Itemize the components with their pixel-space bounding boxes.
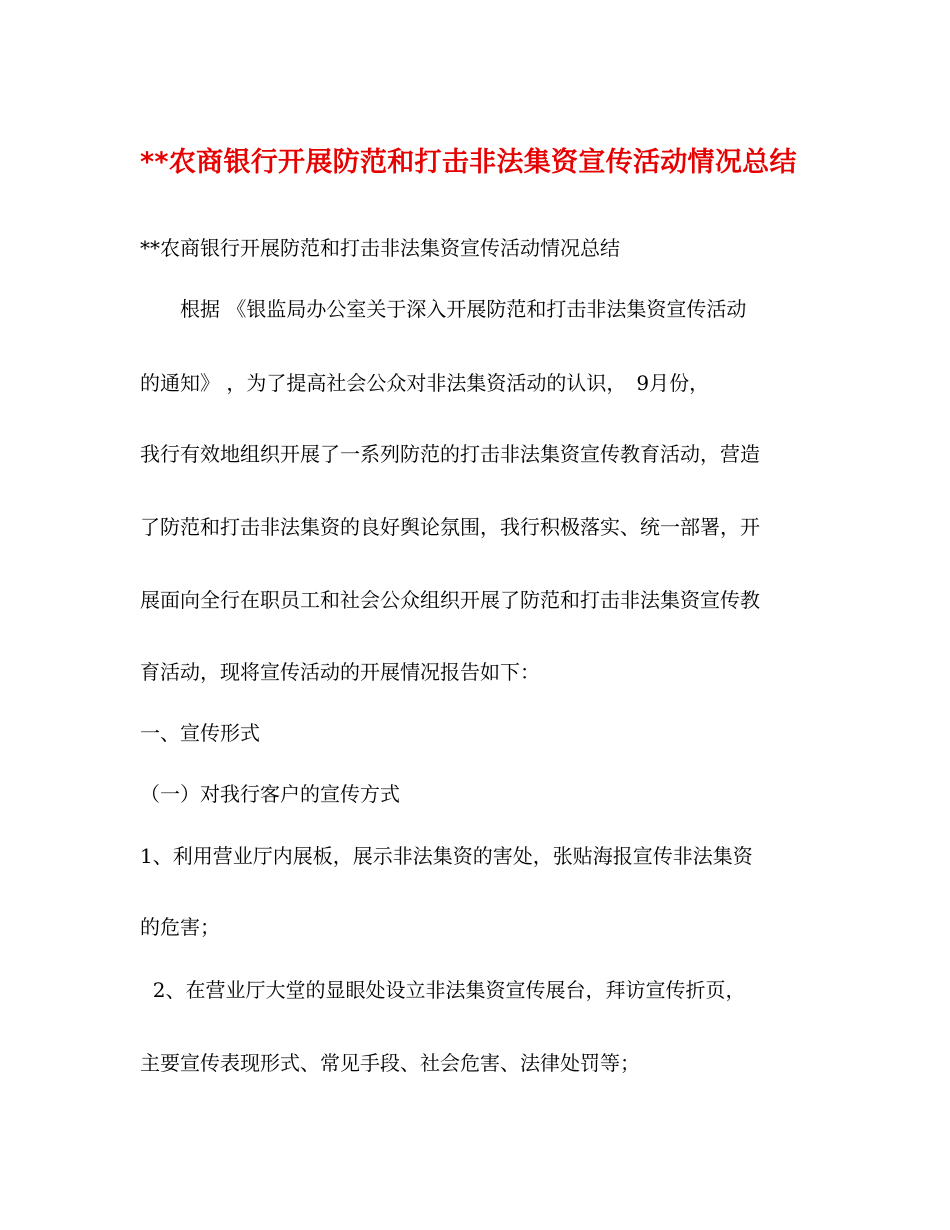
paragraph-line: 育活动，现将宣传活动的开展情况报告如下： (140, 660, 540, 684)
subtitle-line: **农商银行开展防范和打击非法集资宣传活动情况总结 (140, 236, 620, 260)
paragraph-line: 根据 《银监局办公室关于深入开展防范和打击非法集资宣传活动 (140, 297, 747, 321)
paragraph-line: 展面向全行在职员工和社会公众组织开展了防范和打击非法集资宣传教 (140, 588, 760, 612)
list-item: 2、在营业厅大堂的显眼处设立非法集资宣传展台，拜访宣传折页， (140, 978, 746, 1002)
list-item: 1、利用营业厅内展板，展示非法集资的害处，张贴海报宣传非法集资 (140, 844, 753, 868)
list-item-continuation: 主要宣传表现形式、常见手段、社会危害、法律处罚等； (140, 1051, 640, 1075)
list-item-continuation: 的危害； (140, 915, 220, 939)
paragraph-line: 了防范和打击非法集资的良好舆论氛围，我行积极落实、统一部署，开 (140, 515, 760, 539)
document-title: **农商银行开展防范和打击非法集资宣传活动情况总结 (140, 147, 797, 178)
section-heading: 一、宣传形式 (140, 721, 260, 745)
paragraph-line: 的通知》 ，为了提高社会公众对非法集资活动的认识， 9月份， (140, 371, 710, 395)
subsection-heading: （一）对我行客户的宣传方式 (140, 782, 400, 806)
paragraph-line: 我行有效地组织开展了一系列防范的打击非法集资宣传教育活动，营造 (140, 442, 760, 466)
